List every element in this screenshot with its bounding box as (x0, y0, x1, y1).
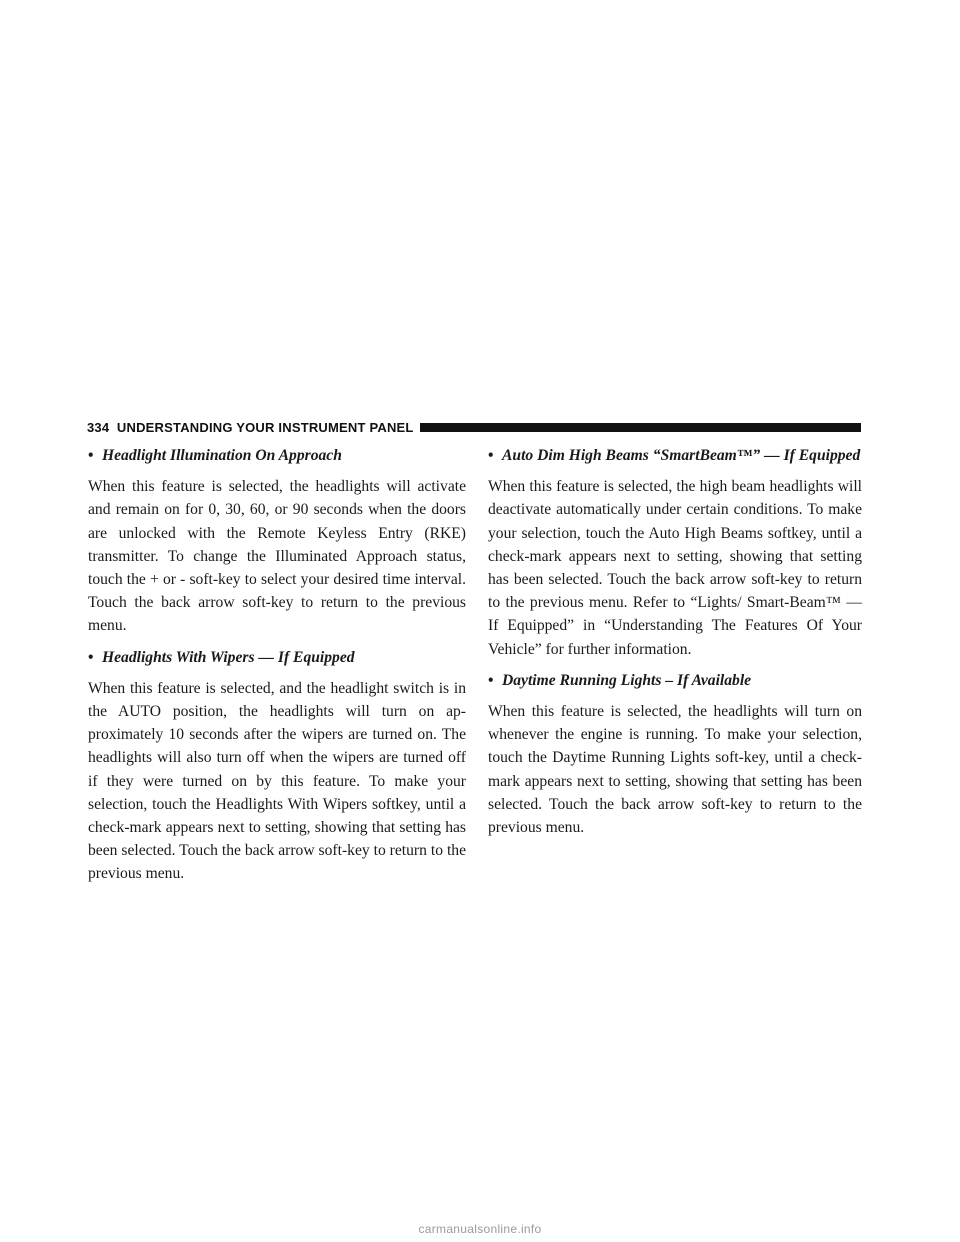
page-number: 334 (87, 419, 110, 435)
footer-watermark: carmanualsonline.info (418, 1222, 542, 1236)
section-body-auto-dim-high-beams: When this feature is selected, the high beam headlights will deactivate automatically under certain conditions. To make your selection, touch the Auto High Beams softkey, until a check-mark appears next to setting, showing that setting has been selected. Touch the back arrow soft-key to return to the previous menu. Refer to “Lights/ Smart-Beam™ — If Equipped” in “Understanding The Features Of Your Vehicle” for further information. (488, 478, 862, 658)
page-header-text (87, 420, 414, 435)
section-title-auto-dim-high-beams: • Auto Dim High Beams “SmartBeam™” — If Equipped (488, 444, 862, 467)
left-column (88, 444, 466, 894)
section-title: UNDERSTANDING YOUR INSTRUMENT PANEL (116, 419, 414, 435)
bullet-icon: • (88, 648, 94, 666)
bullet-icon: • (88, 447, 94, 464)
section-body-daytime-running-lights: When this feature is selected, the headlights will turn on whenever the engine is running. To make your selection, touch the Daytime Running Lights soft-key, until a check-mark appears next to setting, showing that setting has been selected. Touch the back arrow soft-key to return to the previous menu. (488, 703, 862, 837)
section-title-daytime-running-lights: • Daytime Running Lights – If Available (488, 669, 862, 692)
section-body-headlight-illumination: When this feature is selected, the headlights will activate and remain on for 0, 30, 60, or 90 seconds when the doors are unlocked with the Remote Keyless Entry (RKE) transmitter. To change the Illuminated Approach status, touch the + or - soft-key to select your desired time interval. Touch the back arrow soft-key to return to the previous menu. (88, 478, 466, 635)
section-title-headlight-illumination: • Headlight Illumination On Approach (88, 444, 466, 467)
section-title-headlights-with-wipers: • Headlights With Wipers — If Equipped (88, 646, 466, 669)
page-header (87, 418, 861, 436)
bullet-icon: • (488, 671, 494, 689)
section-body-headlights-with-wipers: When this feature is selected, and the headlight switch is in the AUTO position, the headlights will turn on approximately 10 seconds after the wipers are turned on. The headlights will also turn off when the wipers are turned off if they were turned on by this feature. To make your selection, touch the Headlights With Wipers softkey, until a check-mark appears next to setting, showing that setting has been selected. Touch the back arrow soft-key to return to the previous menu. (88, 679, 466, 883)
bullet-icon: • (488, 447, 494, 464)
header-rule (420, 423, 861, 432)
right-column (488, 444, 862, 847)
